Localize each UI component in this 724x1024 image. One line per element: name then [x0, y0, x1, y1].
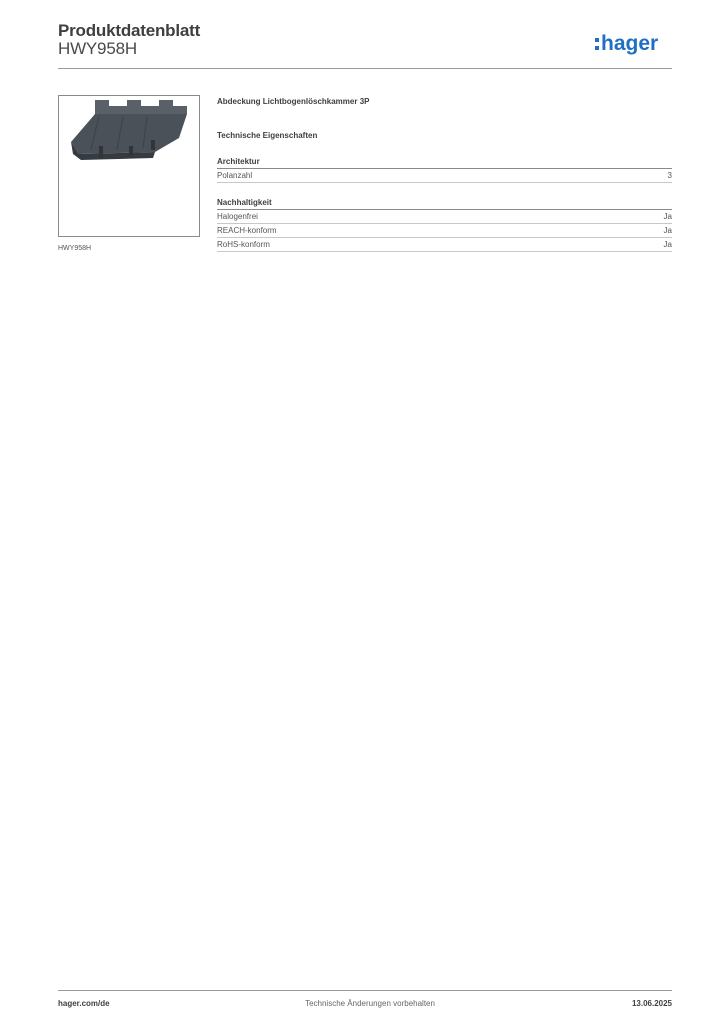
hager-logo	[594, 30, 674, 56]
footer-website-link[interactable]: hager.com/de	[58, 999, 110, 1008]
spec-label: Polanzahl	[217, 171, 253, 180]
product-image-frame	[58, 95, 200, 237]
spec-row	[217, 169, 672, 183]
product-details	[217, 96, 672, 252]
spec-label: REACH-konform	[217, 226, 277, 235]
page-title: Produktdatenblatt	[58, 21, 201, 40]
specs-section-title: Technische Eigenschaften	[217, 131, 318, 140]
spec-value: Ja	[663, 226, 672, 235]
spec-group-architektur	[217, 156, 672, 183]
product-name: Abdeckung Lichtbogenlöschkammer 3P	[217, 97, 370, 106]
product-code: HWY958H	[58, 39, 137, 58]
spec-value: Ja	[663, 240, 672, 249]
spec-group-title: Nachhaltigkeit	[217, 197, 672, 210]
spec-group-title: Architektur	[217, 156, 672, 169]
footer-divider	[58, 990, 672, 991]
spec-value: 3	[667, 171, 672, 180]
spec-row	[217, 224, 672, 238]
product-image-caption: HWY958H	[58, 245, 92, 252]
spec-label: RoHS-konform	[217, 240, 270, 249]
footer-notice: Technische Änderungen vorbehalten	[305, 999, 435, 1008]
spec-row	[217, 210, 672, 224]
spec-row	[217, 238, 672, 252]
header-divider	[58, 68, 672, 69]
logo-text: hager	[601, 32, 659, 55]
spec-value: Ja	[663, 212, 672, 221]
spec-label: Halogenfrei	[217, 212, 258, 221]
spec-group-nachhaltigkeit	[217, 197, 672, 252]
product-image	[59, 96, 199, 236]
footer-date: 13.06.2025	[631, 999, 672, 1008]
